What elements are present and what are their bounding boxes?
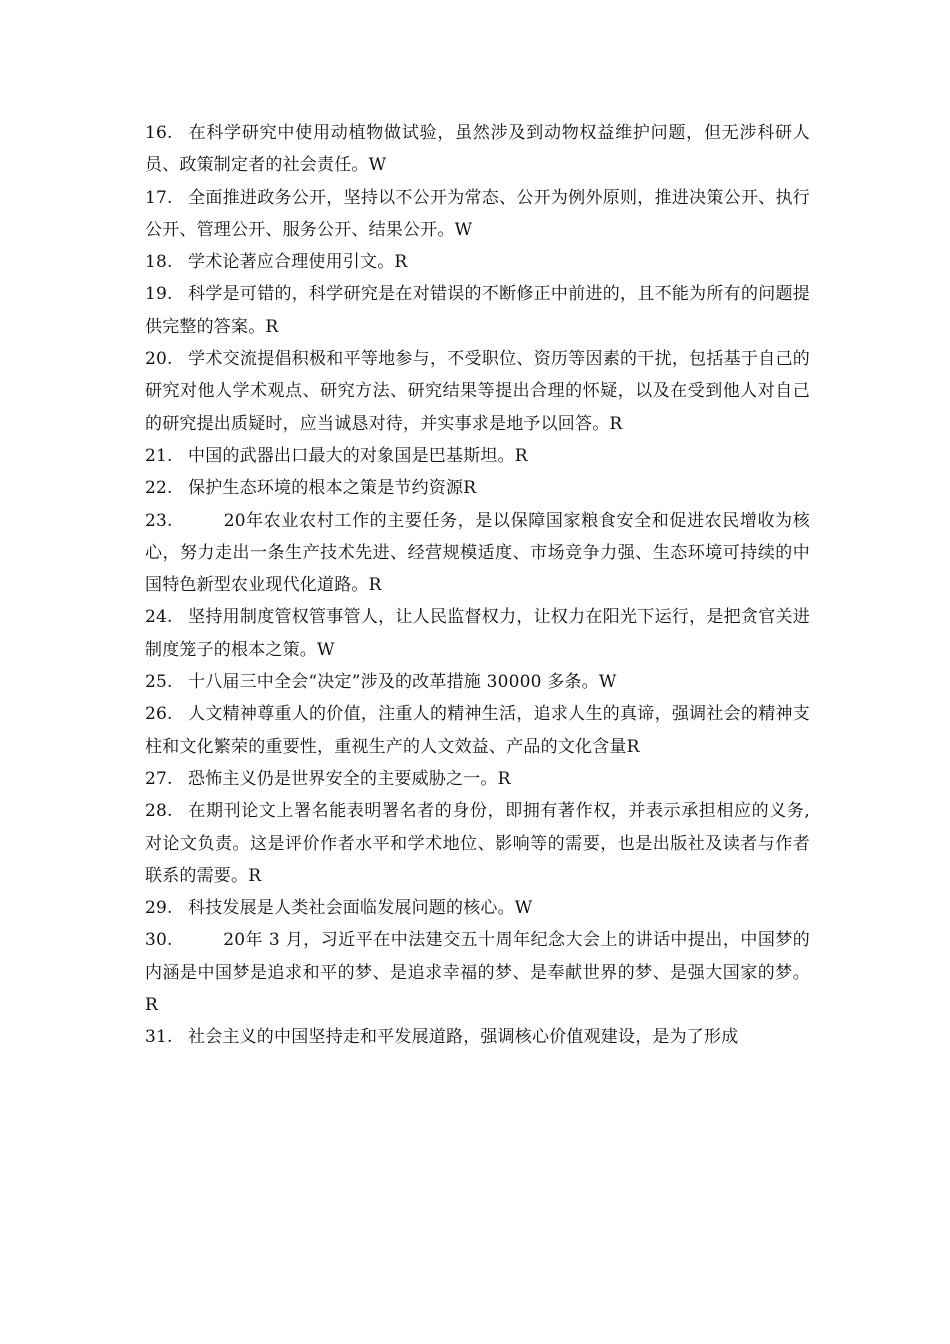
item-number: 22.	[145, 478, 173, 499]
item-number: 23.	[145, 510, 173, 531]
item-number: 16.	[145, 123, 173, 143]
item-text: 保护生态环境的根本之策是节约资源R	[188, 478, 477, 499]
item-text: 20年农业农村工作的主要任务，是以保障国家粮食安全和促进农民增收为核心，努力走出一条生产技术先进、经营规模适度、市场竞争力强、生态环境可持续的中国特色新型农业现代化道路。R	[145, 510, 810, 596]
item-text: 全面推进政务公开，坚持以不公开为常态、公开为例外原则，推进决策公开、执行公开、管理公开、服务公开、结果公开。W	[145, 187, 810, 240]
list-item	[145, 924, 810, 1021]
item-text: 恐怖主义仍是世界安全的主要威胁之一。R	[188, 768, 511, 789]
item-text: 中国的武器出口最大的对象国是巴基斯坦。R	[188, 445, 528, 466]
item-text: 学术论著应合理使用引文。R	[188, 252, 408, 273]
item-number: 26.	[145, 704, 173, 725]
item-number: 24.	[145, 607, 173, 628]
item-text: 社会主义的中国坚持走和平发展道路，强调核心价值观建设，是为了形成	[188, 1027, 739, 1048]
item-number: 20.	[145, 349, 173, 370]
item-number: 30.	[145, 930, 173, 951]
item-number: 29.	[145, 898, 173, 919]
list-item	[145, 698, 810, 763]
list-item	[145, 666, 810, 698]
item-number: 31.	[145, 1027, 173, 1048]
item-number: 27.	[145, 768, 173, 789]
item-text: 坚持用制度管权管事管人，让人民监督权力，让权力在阳光下运行，是把贪官关进制度笼子的根本之策。W	[145, 607, 810, 660]
item-text: 学术交流提倡积极和平等地参与，不受职位、资历等因素的干扰，包括基于自己的研究对他人学术观点、研究方法、研究结果等提出合理的怀疑，以及在受到他人对自己的研究提出质疑时，应当诚恳对待，并实事求是地予以回答。R	[145, 349, 810, 434]
item-text: 科学是可错的，科学研究是在对错误的不断修正中前进的，且不能为所有的问题提供完整的答案。R	[145, 284, 810, 337]
list-item	[145, 440, 810, 472]
list-item	[145, 795, 810, 892]
list-item	[145, 1021, 810, 1053]
item-number: 18.	[145, 252, 173, 273]
list-item	[145, 763, 810, 795]
item-text: 十八届三中全会“决定”涉及的改革措施 30000 多条。W	[188, 672, 617, 693]
list-item	[145, 505, 810, 602]
item-text: 在期刊论文上署名能表明署名者的身份，即拥有著作权，并表示承担相应的义务,对论文负责。这是评价作者水平和学术地位、影响等的需要，也是出版社及读者与作者联系的需要。R	[145, 801, 810, 886]
list-item	[145, 117, 810, 182]
item-text: 科技发展是人类社会面临发展问题的核心。W	[188, 898, 533, 919]
list-item	[145, 892, 810, 924]
item-number: 28.	[145, 801, 173, 822]
list-item	[145, 472, 810, 504]
list-item	[145, 601, 810, 666]
list-item	[145, 343, 810, 440]
item-number: 21.	[145, 445, 173, 466]
item-text: 在科学研究中使用动植物做试验，虽然涉及到动物权益维护问题，但无涉科研人员、政策制定者的社会责任。W	[145, 123, 810, 176]
list-item	[145, 182, 810, 247]
list-item	[145, 246, 810, 278]
item-text: 人文精神尊重人的价值，注重人的精神生活，追求人生的真谛，强调社会的精神支柱和文化繁荣的重要性，重视生产的人文效益、产品的文化含量R	[145, 704, 810, 757]
item-number: 19.	[145, 284, 173, 305]
item-number: 25.	[145, 672, 173, 693]
question-list	[145, 117, 810, 1054]
list-item	[145, 278, 810, 343]
item-text: 20年 3 月，习近平在中法建交五十周年纪念大会上的讲话中提出，中国梦的内涵是中国梦是追求和平的梦、是追求幸福的梦、是奉献世界的梦、是强大国家的梦。R	[145, 930, 810, 1016]
item-number: 17.	[145, 187, 173, 208]
